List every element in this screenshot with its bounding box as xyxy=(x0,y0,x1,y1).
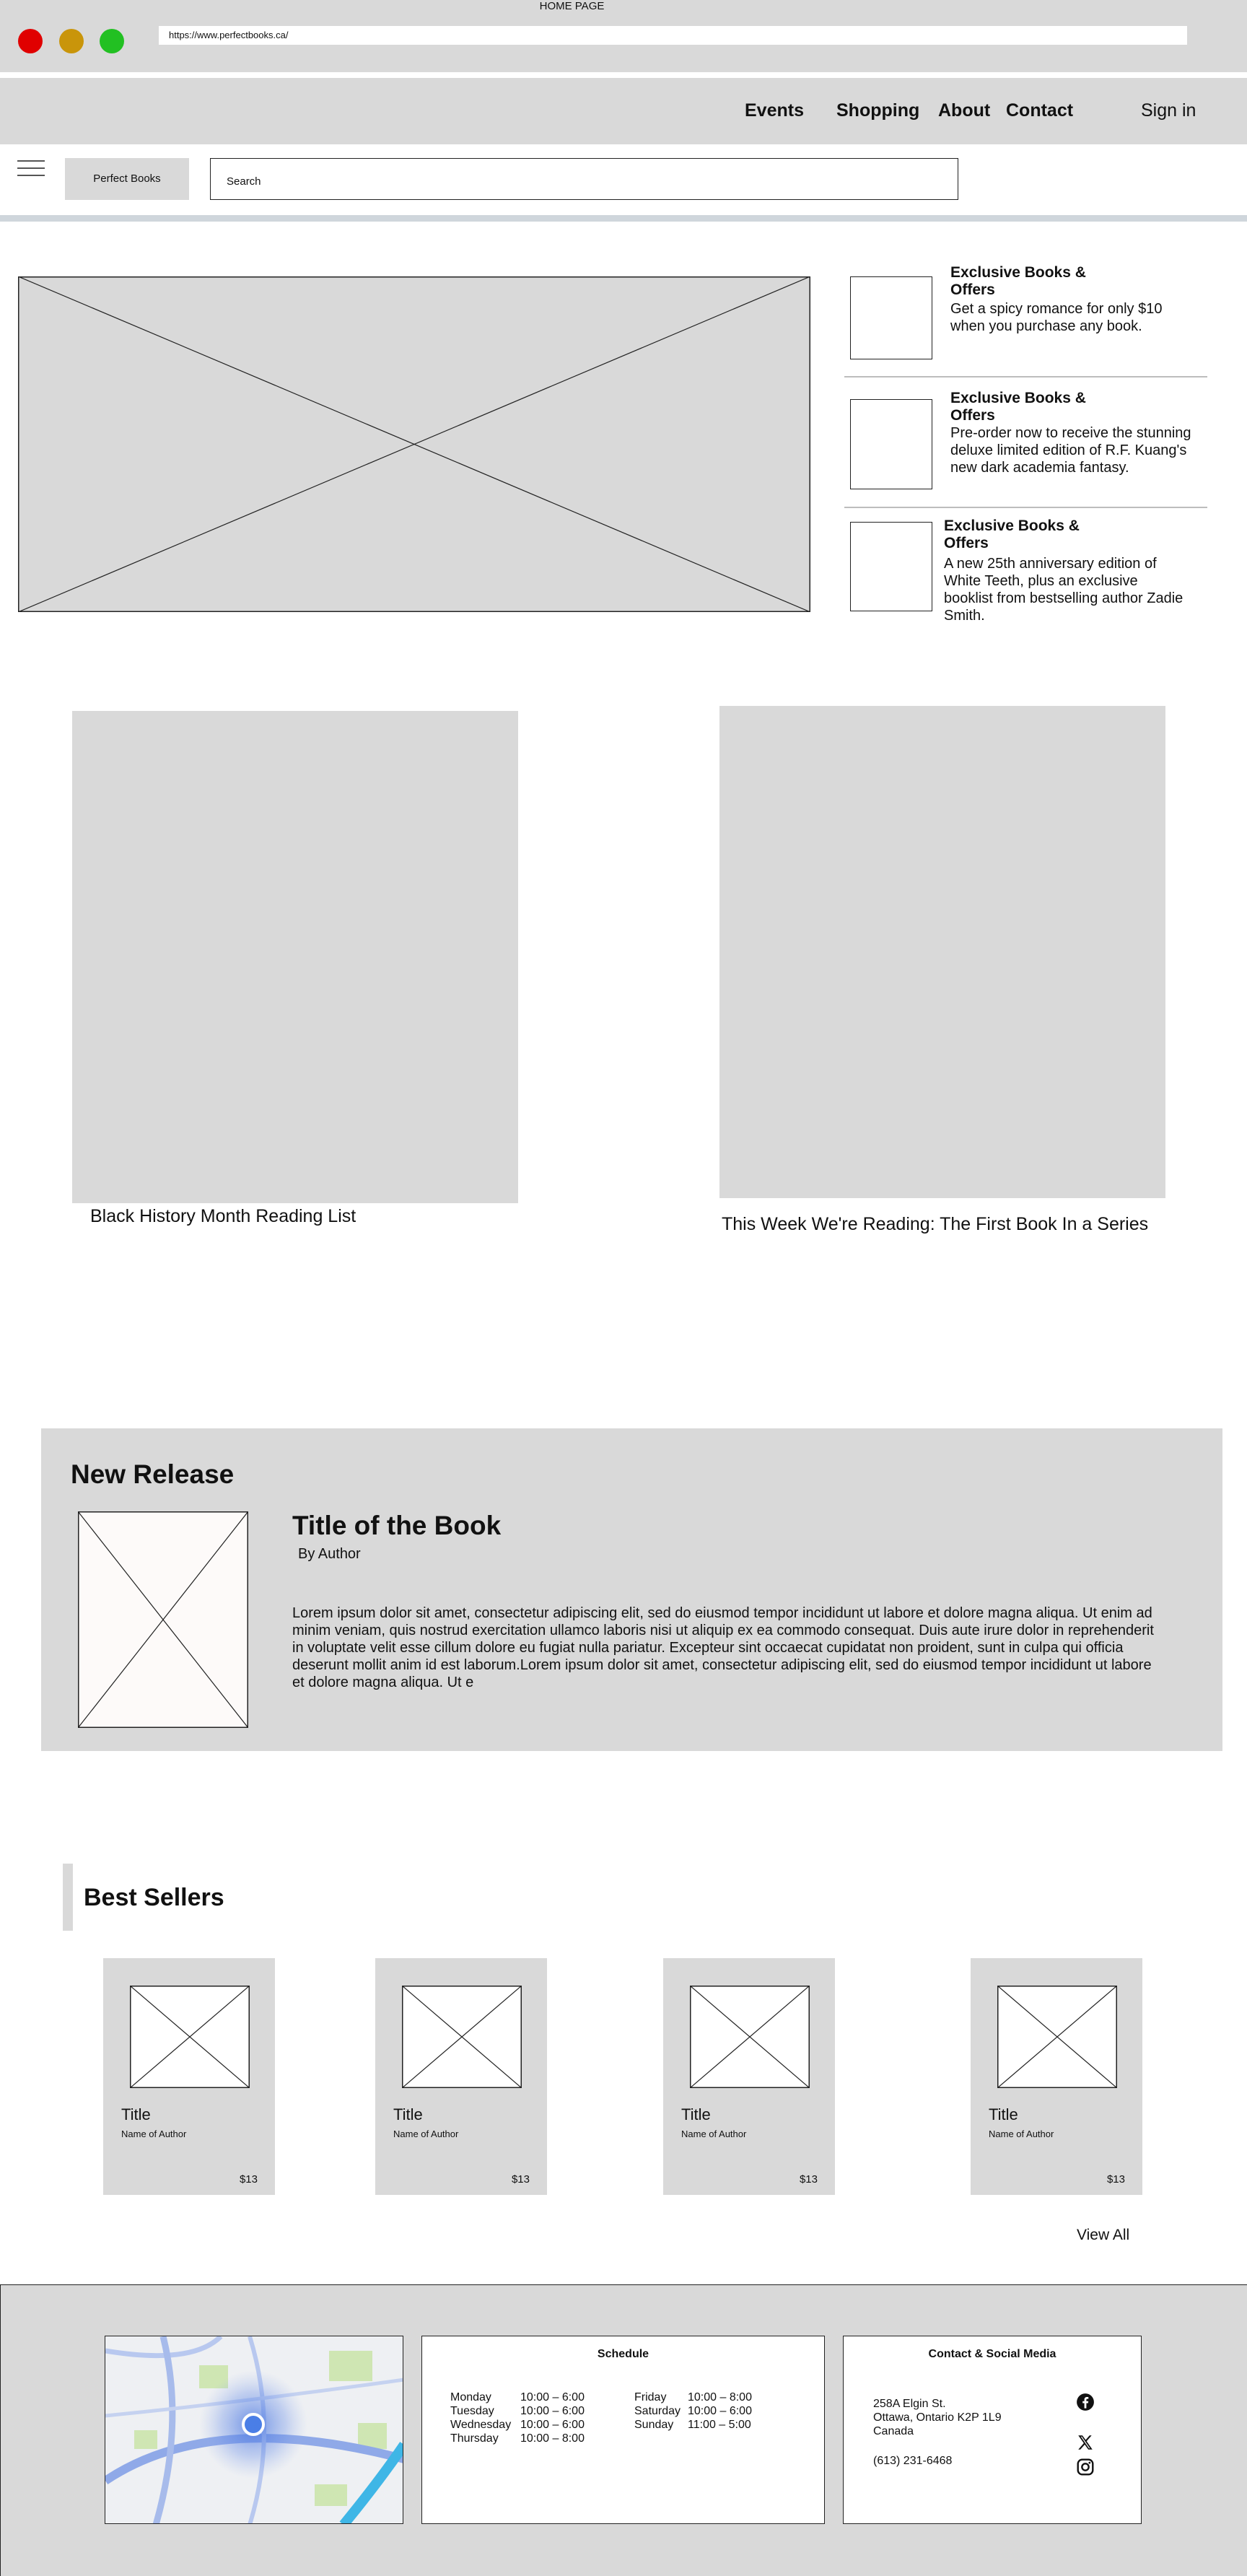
schedule-hours: 10:00 – 8:00 xyxy=(520,2432,585,2445)
schedule-hours: 10:00 – 6:00 xyxy=(520,2405,585,2417)
schedule-hours: 10:00 – 6:00 xyxy=(520,2419,585,2431)
book-author: Name of Author xyxy=(989,2129,1054,2139)
new-release-description: Lorem ipsum dolor sit amet, consectetur adipiscing elit, sed do eiusmod tempor incididunt ut labore et dolore magna aliqua. Ut enim ad minim veniam, quis nostrud exercitation ullamco laboris nisi ut aliquip ex ea commodo consequat. Duis aute irure dolor in reprehenderit in voluptate velit esse cillum dolore eu fugiat nulla pariatur. Excepteur sint occaecat cupidatat non proident, sunt in culpa qui officia deserunt mollit anim id est laborum.Lorem ipsum dolor sit amet, consectetur adipiscing elit, sed do eiusmod tempor incididunt ut labore et dolore magna aliqua. Ut e xyxy=(292,1605,1154,1690)
offer-thumbnail[interactable] xyxy=(850,399,932,489)
schedule-day: Monday xyxy=(450,2391,491,2403)
new-release-heading: New Release xyxy=(71,1459,235,1489)
book-cover-placeholder-icon xyxy=(402,1986,522,2088)
book-card[interactable] xyxy=(103,1958,275,2195)
feature-image[interactable] xyxy=(719,706,1165,1198)
schedule-row xyxy=(450,2404,585,2418)
schedule-day: Wednesday xyxy=(450,2419,512,2431)
book-cover-placeholder-icon xyxy=(997,1986,1117,2088)
nav-events-link[interactable]: Events xyxy=(745,100,804,121)
offer-title[interactable]: Exclusive Books & Offers xyxy=(950,264,1086,298)
offer-description: Pre-order now to receive the stunning deluxe limited edition of R.F. Kuang's new dark academia fantasy. xyxy=(950,425,1191,476)
book-author: Name of Author xyxy=(121,2129,187,2139)
offer-thumbnail[interactable] xyxy=(850,522,932,611)
offer-title[interactable]: Exclusive Books & Offers xyxy=(944,518,1080,551)
offer-thumbnail[interactable] xyxy=(850,276,932,359)
offer-description: A new 25th anniversary edition of White Teeth, plus an exclusive booklist from bestselling author Zadie Smith. xyxy=(944,556,1183,624)
search-input[interactable] xyxy=(210,158,958,200)
schedule-hours: 10:00 – 8:00 xyxy=(688,2391,752,2403)
map-location-icon[interactable] xyxy=(105,2336,403,2524)
facebook-icon[interactable] xyxy=(1076,2393,1095,2411)
book-author: Name of Author xyxy=(681,2129,747,2139)
schedule-day: Tuesday xyxy=(450,2405,494,2417)
book-price: $13 xyxy=(239,2173,258,2186)
contact-panel xyxy=(843,2336,1142,2524)
schedule-row xyxy=(450,2391,585,2404)
address-line: Canada xyxy=(873,2425,914,2437)
book-cover-placeholder-icon xyxy=(690,1986,810,2088)
feature-image[interactable] xyxy=(72,711,518,1203)
offer-title[interactable]: Exclusive Books & Offers xyxy=(950,390,1086,424)
schedule-panel xyxy=(421,2336,825,2524)
schedule-row xyxy=(634,2404,752,2418)
schedule-row xyxy=(634,2418,752,2432)
book-cover-placeholder-icon[interactable] xyxy=(78,1511,248,1728)
feature-caption-link[interactable]: Black History Month Reading List xyxy=(90,1206,356,1226)
book-title[interactable]: Title xyxy=(121,2105,151,2123)
schedule-day: Sunday xyxy=(634,2419,674,2431)
address-bar[interactable]: https://www.perfectbooks.ca/ xyxy=(159,26,1187,45)
schedule-hours: 11:00 – 5:00 xyxy=(688,2419,751,2431)
phone-number[interactable]: (613) 231-6468 xyxy=(873,2455,953,2467)
book-price: $13 xyxy=(799,2173,818,2186)
book-price: $13 xyxy=(511,2173,530,2186)
schedule-row xyxy=(634,2391,752,2404)
schedule-weekdays xyxy=(450,2391,585,2445)
new-release-author: By Author xyxy=(298,1546,361,1562)
offer-description: Get a spicy romance for only $10 when you purchase any book. xyxy=(950,301,1163,334)
instagram-icon[interactable] xyxy=(1076,2458,1095,2476)
schedule-row xyxy=(450,2432,585,2445)
book-price: $13 xyxy=(1106,2173,1125,2186)
sign-in-link[interactable]: Sign in xyxy=(1141,100,1196,121)
book-title[interactable]: Title xyxy=(681,2105,711,2123)
minimize-window-button[interactable] xyxy=(59,29,84,53)
maximize-window-button[interactable] xyxy=(100,29,124,53)
schedule-day: Thursday xyxy=(450,2432,499,2445)
best-sellers-heading: Best Sellers xyxy=(84,1884,224,1911)
schedule-hours: 10:00 – 6:00 xyxy=(688,2405,752,2417)
feature-caption-link[interactable]: This Week We're Reading: The First Book In a Series xyxy=(722,1214,1149,1234)
book-card[interactable] xyxy=(663,1958,835,2195)
book-card[interactable] xyxy=(971,1958,1142,2195)
page-title: HOME PAGE xyxy=(539,0,605,12)
book-cover-placeholder-icon xyxy=(130,1986,250,2088)
image-placeholder-icon[interactable] xyxy=(18,276,810,612)
offer-divider xyxy=(844,507,1207,508)
new-release-title[interactable]: Title of the Book xyxy=(292,1511,502,1540)
nav-contact-link[interactable]: Contact xyxy=(1006,100,1074,121)
nav-shopping-link[interactable]: Shopping xyxy=(836,100,920,121)
book-card[interactable] xyxy=(375,1958,547,2195)
nav-about-link[interactable]: About xyxy=(938,100,991,121)
site-logo[interactable]: Perfect Books xyxy=(65,158,189,200)
address-line: 258A Elgin St. xyxy=(873,2398,946,2410)
offer-divider xyxy=(844,376,1207,377)
schedule-title: Schedule xyxy=(597,2348,649,2360)
best-sellers-accent-bar xyxy=(63,1864,73,1931)
contact-title: Contact & Social Media xyxy=(928,2348,1056,2360)
schedule-row xyxy=(450,2418,585,2432)
book-title[interactable]: Title xyxy=(393,2105,423,2123)
close-window-button[interactable] xyxy=(18,29,43,53)
schedule-hours: 10:00 – 6:00 xyxy=(520,2391,585,2403)
x-icon[interactable] xyxy=(1076,2433,1095,2452)
view-all-link[interactable]: View All xyxy=(1077,2227,1130,2243)
schedule-day: Saturday xyxy=(634,2405,681,2417)
header-divider xyxy=(0,215,1247,222)
schedule-day: Friday xyxy=(634,2391,667,2403)
schedule-weekend xyxy=(634,2391,752,2432)
hamburger-menu-icon[interactable] xyxy=(17,160,45,176)
address-line: Ottawa, Ontario K2P 1L9 xyxy=(873,2411,1002,2424)
chrome-divider xyxy=(0,72,1247,78)
book-author: Name of Author xyxy=(393,2129,459,2139)
book-title[interactable]: Title xyxy=(989,2105,1018,2123)
